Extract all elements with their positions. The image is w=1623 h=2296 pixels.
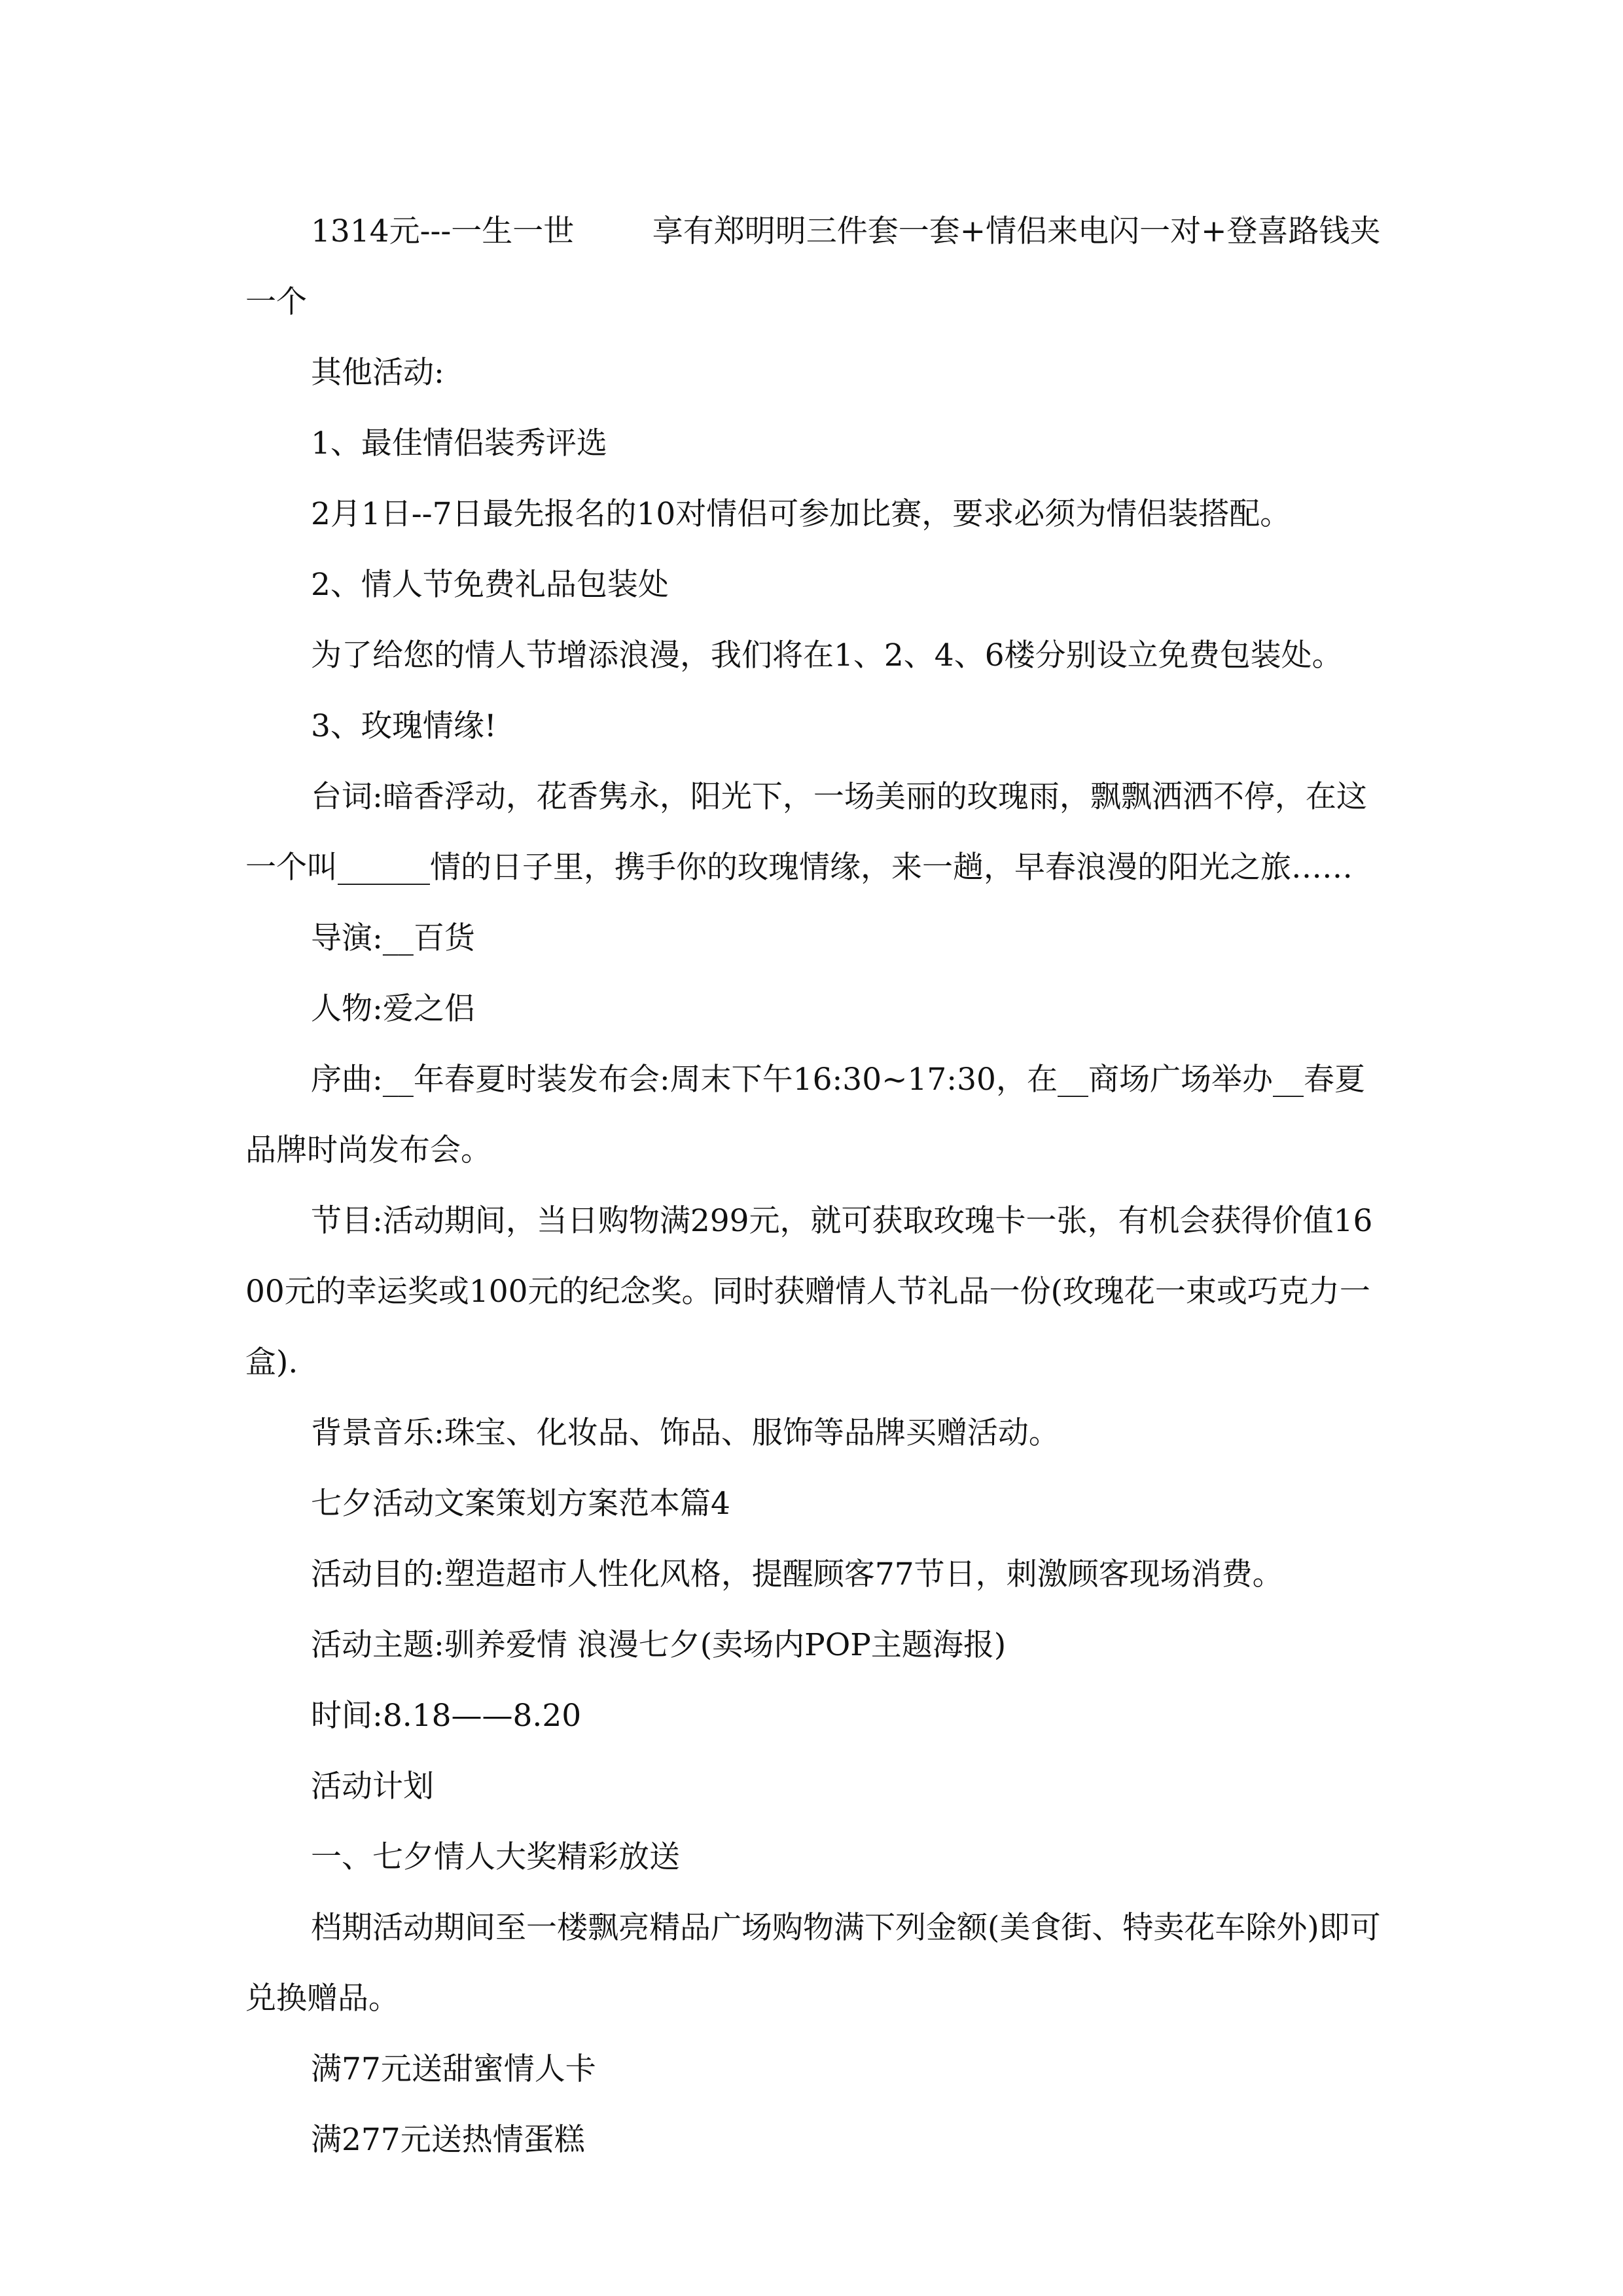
paragraph: 人物:爱之侣	[311, 991, 475, 1027]
paragraph: 满77元送甜蜜情人卡	[311, 2051, 596, 2087]
paragraph: 1、最佳情侣装秀评选	[311, 425, 607, 461]
paragraph: 满277元送热情蛋糕	[311, 2122, 585, 2158]
paragraph: 为了给您的情人节增添浪漫，我们将在1、2、4、6楼分别设立免费包装处。	[311, 637, 1343, 673]
paragraph: 台词:暗香浮动，花香隽永，阳光下，一场美丽的玫瑰雨，飘飘洒洒不停，在这一个叫______情的日子里，携手你的玫瑰情缘，来一趟，早春浪漫的阳光之旅……	[245, 779, 1367, 886]
paragraph: 节目:活动期间，当日购物满299元，就可获取玫瑰卡一张，有机会获得价值1600元的幸运奖或100元的纪念奖。同时获赠情人节礼品一份(玫瑰花一束或巧克力一盒).	[245, 1203, 1373, 1380]
paragraph: 3、玫瑰情缘!	[311, 708, 497, 744]
document-body	[245, 196, 1391, 2176]
paragraph: 档期活动期间至一楼飘亮精品广场购物满下列金额(美食街、特卖花车除外)即可兑换赠品。	[245, 1910, 1381, 2017]
paragraph: 时间:8.18——8.20	[311, 1698, 582, 1734]
paragraph: 2月1日--7日最先报名的10对情侣可参加比赛，要求必须为情侣装搭配。	[311, 496, 1291, 532]
paragraph: 导演:__百货	[311, 920, 475, 956]
paragraph: 背景音乐:珠宝、化妆品、饰品、服饰等品牌买赠活动。	[311, 1415, 1060, 1451]
paragraph: 其他活动:	[311, 355, 444, 391]
paragraph: 活动主题:驯养爱情 浪漫七夕(卖场内POP主题海报)	[311, 1627, 1007, 1663]
paragraph: 序曲:__年春夏时装发布会:周末下午16:30~17:30，在__商场广场举办__春夏品牌时尚发布会。	[245, 1062, 1365, 1168]
paragraph: 1314元---一生一世 享有郑明明三件套一套+情侣来电闪一对+登喜路钱夹一个	[245, 213, 1381, 320]
paragraph: 活动目的:塑造超市人性化风格，提醒顾客77节日，刺激顾客现场消费。	[311, 1556, 1283, 1592]
paragraph: 2、情人节免费礼品包装处	[311, 567, 669, 603]
section-heading: 七夕活动文案策划方案范本篇4	[311, 1486, 730, 1522]
paragraph: 一、七夕情人大奖精彩放送	[311, 1839, 680, 1875]
paragraph: 活动计划	[311, 1768, 434, 1804]
